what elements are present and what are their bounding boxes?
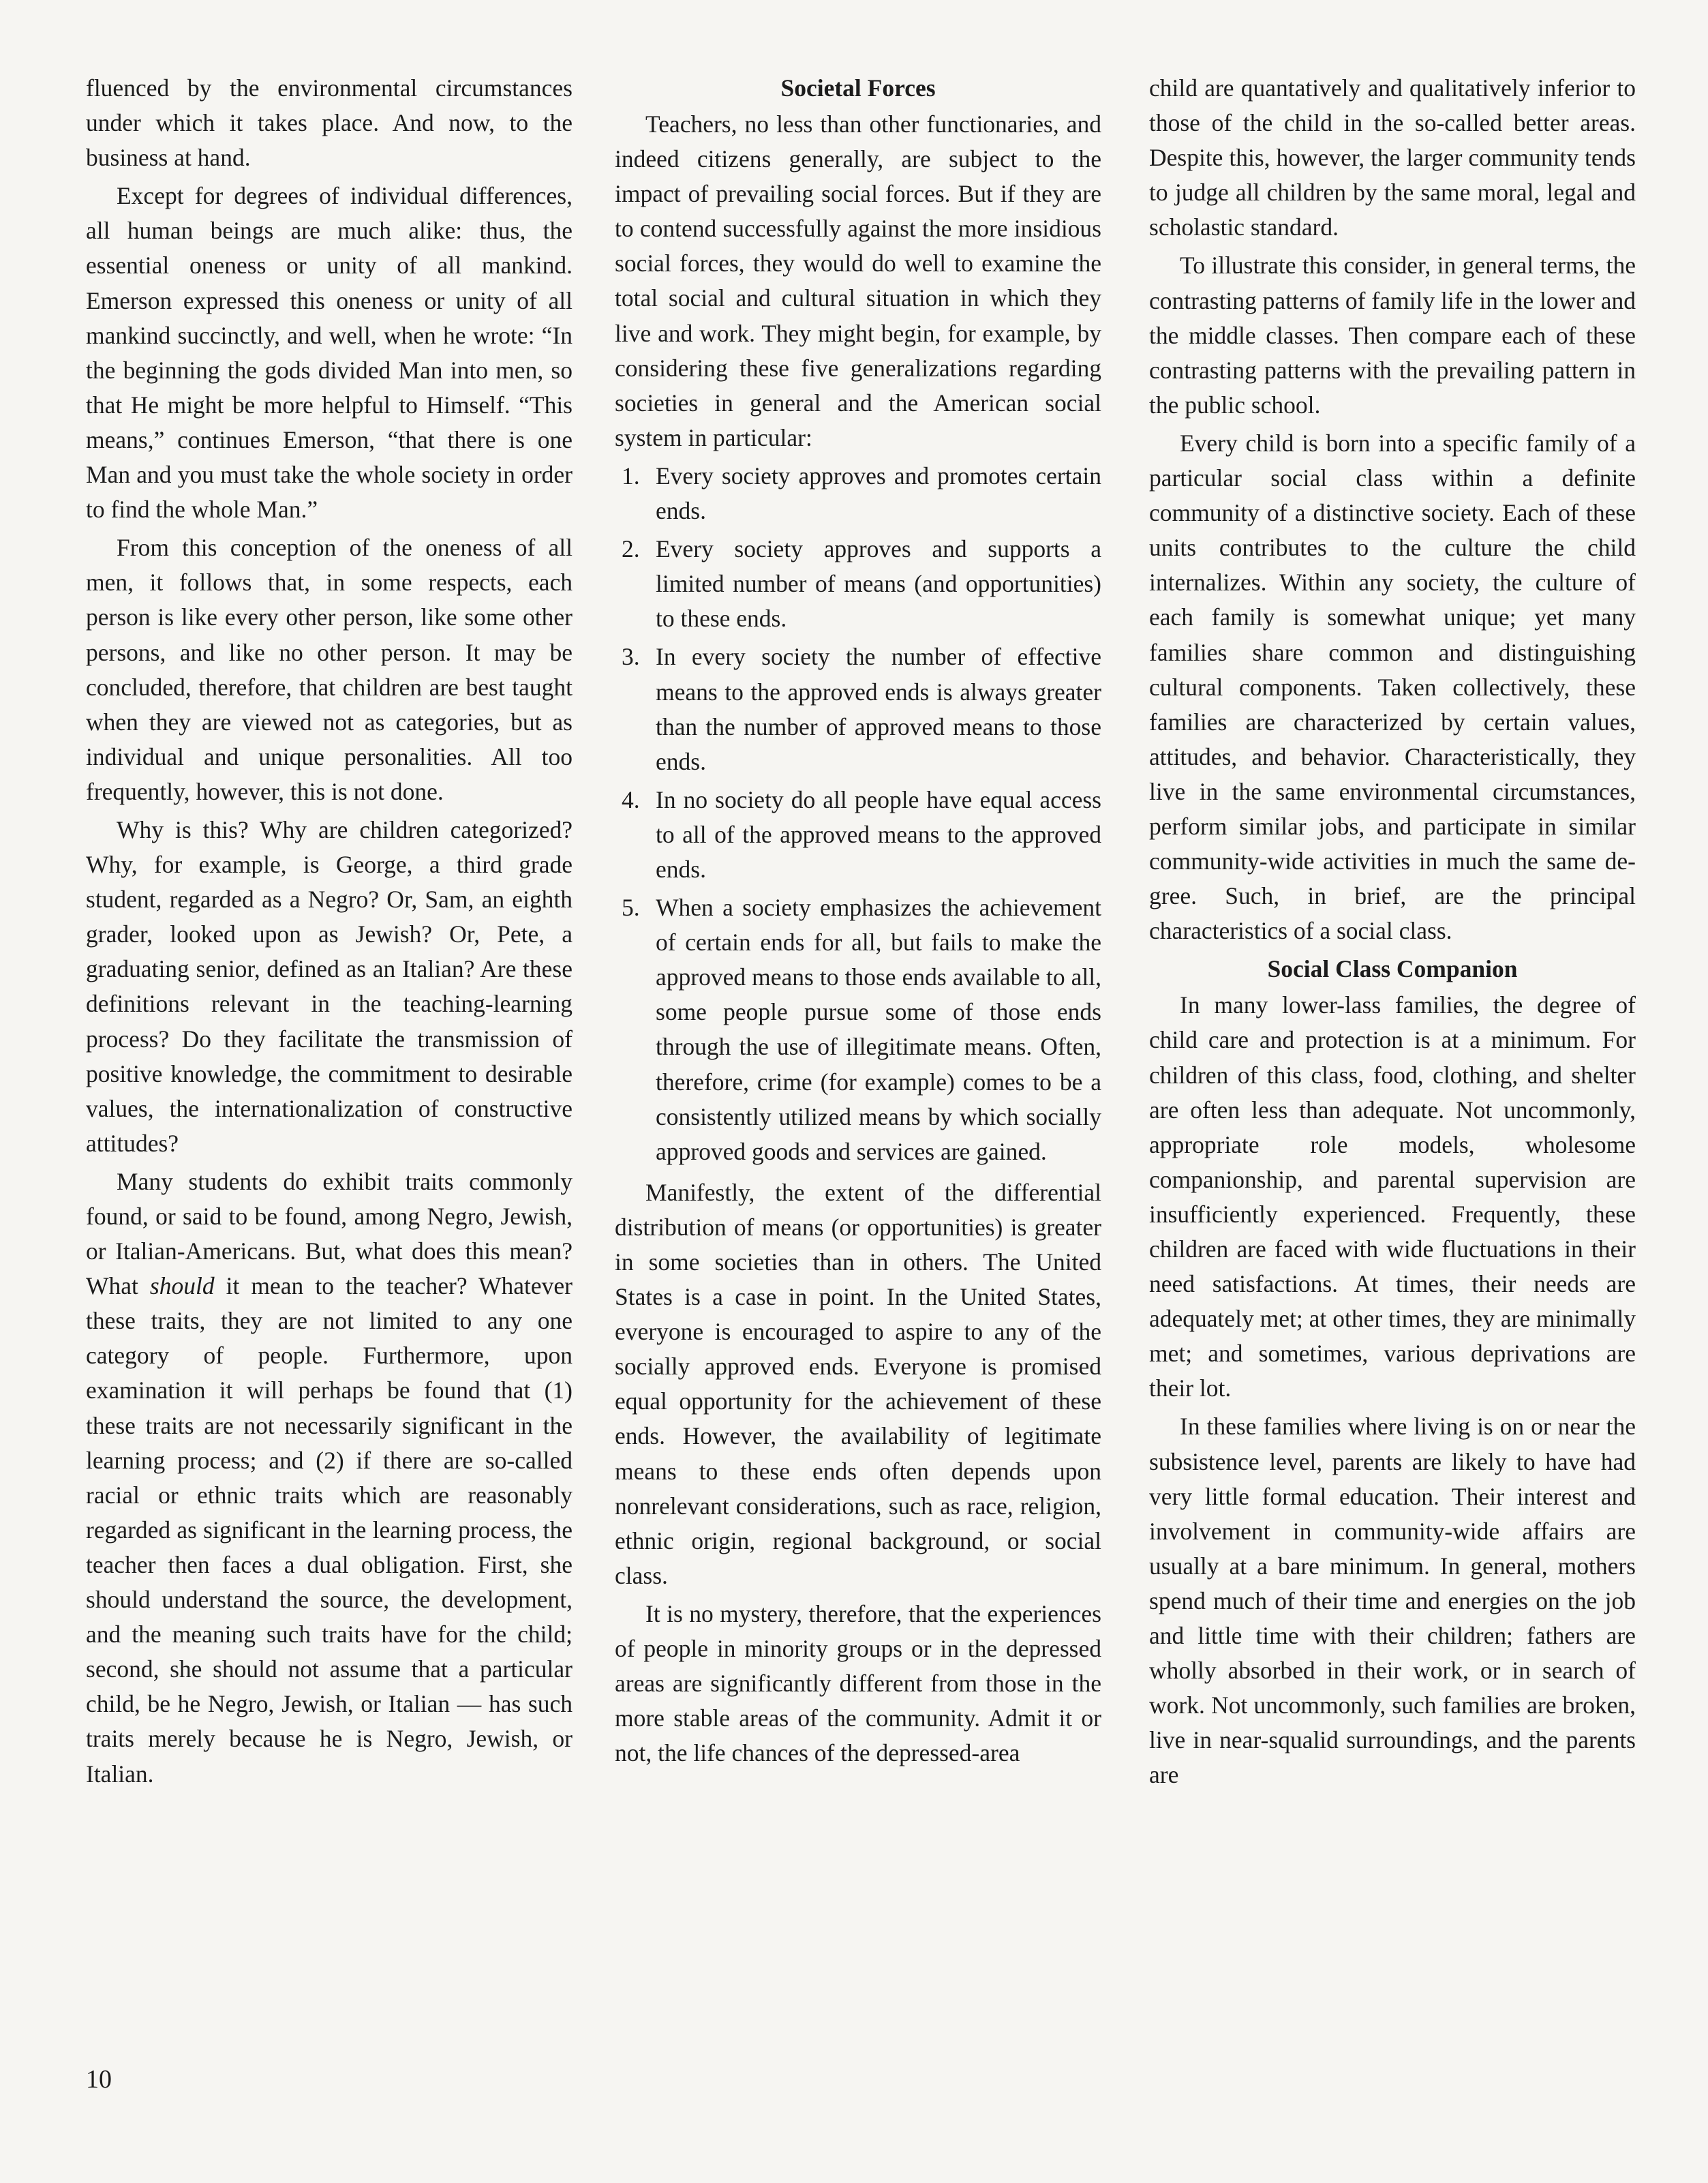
italic-emphasis: should: [149, 1272, 215, 1300]
paragraph: Manifestly, the extent of the differential distribution of means (or opportunities) is greater in some societies than in others. The United States is a case in point. In the United States, everyone is encouraged to aspire to any of the socially approved ends. Everyone is promised equal opportunity for the achievement of these ends. However, the availability of legitimate means to these ends often depends upon nonrelevant considerations, such as race, religion, ethnic origin, regional background, or social class.: [615, 1178, 1101, 1589]
paragraph: In these families where living is on or near the subsistence level, parents are likely to have had very little formal education. Their interest and involvement in community-wide affairs are usually at a bare minimum. In general, mothers spend much of their time and energies on the job and little time with their children; fathers are wholly absorbed in their work, or in search of work. Not uncommonly, such families are broken, live in near-squalid surroundings, and the parents are: [1149, 1413, 1636, 1789]
list-item-text: In every society the number of effective means to the approved ends is always greater than the number of approved means to those ends.: [656, 643, 1101, 775]
list-item: [615, 639, 1101, 779]
list-number: 3.: [622, 643, 640, 671]
paragraph: fluenced by the environmental circumstances under which it takes place. And now, to the business at hand.: [86, 74, 573, 172]
list-number: 2.: [622, 535, 640, 563]
list-number: 4.: [622, 785, 640, 813]
list-number: 5.: [622, 894, 640, 922]
paragraph-text: it mean to the teacher? Whatever these traits, they are not limited to any one category of people. Furthermore, upon examination it will perhaps be found that (1) these traits are not necessarily significant in the learning process; and (2) if there are so-called racial or ethnic traits which are reasonably regarded as significant in the learning process, the teacher then faces a dual obligation. First, she should understand the source, the development, and the meaning such traits have for the child; second, she should not assume that a particular child, be he Negro, Jewish, or Italian — has such traits merely because he is Negro, Jewish, or Italian.: [86, 1272, 573, 1788]
paragraph-text: Many students do exhibit traits commonly found, or said to be found, among Negro, Jewish, or Italian-Americans. But, what does this mean? What: [86, 1167, 573, 1300]
paragraph: Why is this? Why are children categorized? Why, for example, is George, a third grade student, regarded as a Negro? Or, Sam, an eighth grader, looked upon as Jewish? Or, Pete, a graduating senior, defined as an Italian? Are these definitions relevant in the teaching-learning process? Do they facilitate the transmission of positive knowledge, the commitment to desirable values, the internationalization of constructive attitudes?: [86, 815, 573, 1157]
section-heading-societal-forces: Societal Forces: [780, 74, 936, 102]
paragraph: Teachers, no less than other functionaries, and indeed citizens generally, are subject to the impact of prevailing social forces. But if they are to contend successfully against the more insidious social forces, they would do well to examine the total social and cultural situation in which they live and work. They might begin, for example, by considering these five generalizations regarding societies in general and the American social system in particular:: [615, 110, 1101, 451]
paragraph: child are quantatively and qualitatively inferior to those of the child in the so-called better areas. Despite this, however, the larger community tends to judge all children by the same moral, legal and scholastic standard.: [1149, 74, 1636, 241]
paragraph: Except for degrees of individual differences, all human beings are much alike: thus, the essential oneness or unity of all mankind. Emerson expressed this oneness or unity of all mankind succinctly, and well, when he wrote: “In the beginning the gods divided Man into men, so that He might be more helpful to Himself. “This means,” continues Emerson, “that there is one Man and you must take the whole society in order to find the whole Man.”: [86, 182, 573, 524]
paragraph: Every child is born into a specific family of a particular social class within a definite community of a distinctive society. Each of these units contributes to the culture the child internalizes. Within any society, the culture of each family is somewhat unique; yet many families share common and distinguishing cultural components. Taken collectively, these families are characterized by certain values, attitudes, and behavior. Characteristically, they live in the same environmental circumstances, perform similar jobs, and participate in similar community-wide activities in much the same degree. Such, in brief, are the principal characteristics of a social class.: [1149, 429, 1636, 945]
text-column-left: [86, 71, 573, 1795]
list-item: [615, 532, 1101, 636]
generalizations-list: [615, 459, 1101, 1169]
section-heading-social-class-companion: Social Class Companion: [1267, 955, 1518, 983]
list-item-text: Every society approves and promotes certain ends.: [656, 462, 1101, 525]
paragraph: From this conception of the oneness of all men, it follows that, in some respects, each person is like every other person, like some other persons, and like no other person. It may be concluded, therefore, that children are best taught when they are viewed not as categories, but as individual and unique personalities. All too frequently, however, this is not done.: [86, 534, 573, 805]
list-item-text: Every society approves and supports a limited number of means (and opportunities) to these ends.: [656, 535, 1101, 633]
list-item-text: In no society do all people have equal access to all of the approved means to the approved ends.: [656, 785, 1101, 883]
paragraph: To illustrate this consider, in general terms, the contrasting patterns of family life in the lower and the middle classes. Then compare each of these contrasting patterns with the prevailing pattern in the public school.: [1149, 252, 1636, 419]
list-item: [615, 783, 1101, 887]
paragraph: It is no mystery, therefore, that the experiences of people in minority groups or in the depressed areas are significantly different from those in the more stable areas of the community. Admit it or not, the life chances of the depressed-area: [615, 1599, 1101, 1767]
list-item: [615, 890, 1101, 1169]
paragraph: In many lower-lass families, the degree of child care and protection is at a minimum. For children of this class, food, clothing, and shelter are often less than adequate. Not uncommonly, appropriate role models, wholesome companionship, and parental supervision are insufficiently experienced. Frequently, these children are faced with wide fluctuations in their need satisfactions. At times, their needs are adequately met; at other times, they are minimally met; and sometimes, various deprivations are their lot.: [1149, 991, 1636, 1402]
list-number: 1.: [622, 462, 640, 490]
page-number: 10: [86, 2065, 112, 2094]
text-column-middle: [615, 71, 1101, 1774]
text-column-right: [1149, 71, 1636, 1796]
paragraph: [86, 1164, 573, 1792]
list-item: [615, 459, 1101, 528]
list-item-text: When a society emphasizes the achievement of certain ends for all, but fails to make the approved means to those ends available to all, some people pursue some of those ends through the use of illegitimate means. Often, therefore, crime (for example) comes to be a consistently utilized means by which socially approved goods and services are gained.: [656, 894, 1101, 1165]
